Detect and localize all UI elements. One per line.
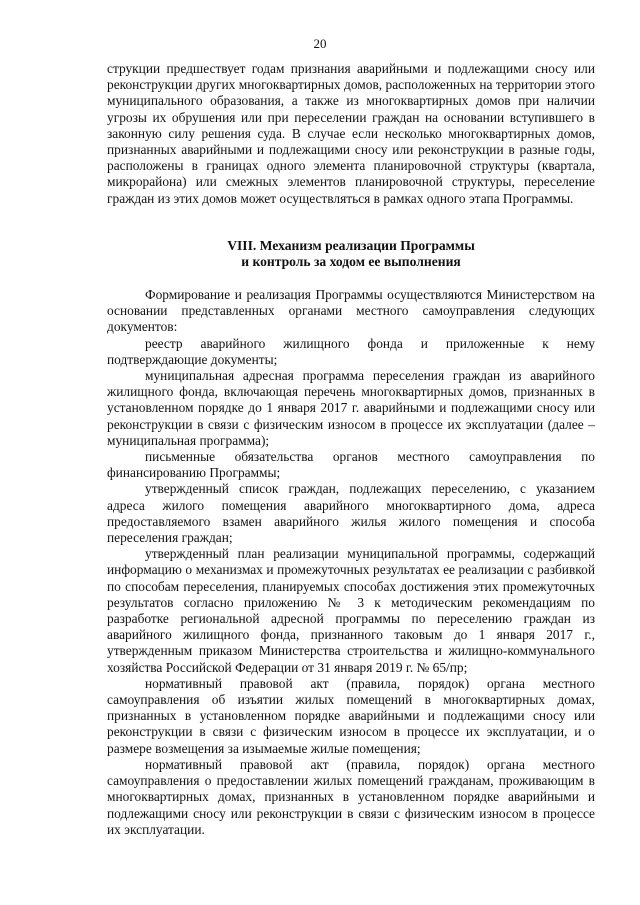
body-paragraph: Формирование и реализация Программы осуществляются Министерством на основании представленных органами местного самоуправления следующих документов: — [107, 287, 595, 335]
page-number: 20 — [313, 36, 327, 51]
section-heading-line-2: и контроль за ходом ее выполнения — [241, 254, 461, 270]
body-paragraph: письменные обязательства органов местного самоуправления по финансированию Программы; — [107, 449, 595, 481]
section-body — [107, 287, 595, 838]
section-heading — [107, 238, 595, 271]
body-paragraph: реестр аварийного жилищного фонда и приложенные к нему подтверждающие документы; — [107, 335, 595, 367]
intro-paragraph: струкции предшествует годам признания аварийными и подлежащими сносу или реконструкции других многоквартирных домов, расположенных на территории этого муниципального образования, а также из многоквартирных домов при наличии угрозы их обрушения или при переселении граждан на основании вступившего в законную силу решения суда. В случае если несколько многоквартирных домов, признанных аварийными и подлежащими сносу или реконструкции в разные годы, расположены в границах одного элемента планировочной структуры (квартала, микрорайона) или смежных элементов планировочной структуры, переселение граждан из этих домов может осуществляться в рамках одного этапа Программы. — [107, 61, 595, 206]
body-paragraph: нормативный правовой акт (правила, порядок) органа местного самоуправления об изъятии жилых помещений в многоквартирных домах, признанных в установленном порядке аварийными и подлежащими сносу или реконструкции в связи с физическим износом в процессе их эксплуатации, и о размере возмещения за изымаемые жилые помещения; — [107, 675, 595, 756]
intro-paragraph-block — [107, 61, 595, 207]
section-heading-line-1: VIII. Механизм реализации Программы — [227, 238, 475, 253]
body-paragraph: утвержденный план реализации муниципальной программы, содержащий информацию о механизмах и промежуточных результатах ее реализации с разбивкой по способам переселения, планируемых способах достижения этих промежуточных результатов согласно приложению № 3 к методическим рекомендациям по разработке региональной адресной программы по переселению граждан из аварийного жилищного фонда, признанного таковым до 1 января 2017 г., утвержденным приказом Министерства строительства и жилищно-коммунального хозяйства Российской Федерации от 31 января 2019 г. № 65/пр; — [107, 546, 595, 675]
body-paragraph: нормативный правовой акт (правила, порядок) органа местного самоуправления о предоставлении жилых помещений гражданам, проживающим в многоквартирных домах, признанных в установленном порядке аварийными и подлежащими сносу или реконструкции в связи с физическим износом в процессе их эксплуатации. — [107, 756, 595, 837]
body-paragraph: утвержденный список граждан, подлежащих переселению, с указанием адреса жилого помещения аварийного многоквартирного дома, адреса предоставляемого взамен аварийного жилья жилого помещения и способа переселения граждан; — [107, 481, 595, 546]
body-paragraph: муниципальная адресная программа переселения граждан из аварийного жилищного фонда, включающая перечень многоквартирных домов, признанных в установленном порядке до 1 января 2017 г. аварийными и подлежащими сносу или реконструкции в связи с физическим износом в процессе их эксплуатации (далее – муниципальная программа); — [107, 368, 595, 448]
